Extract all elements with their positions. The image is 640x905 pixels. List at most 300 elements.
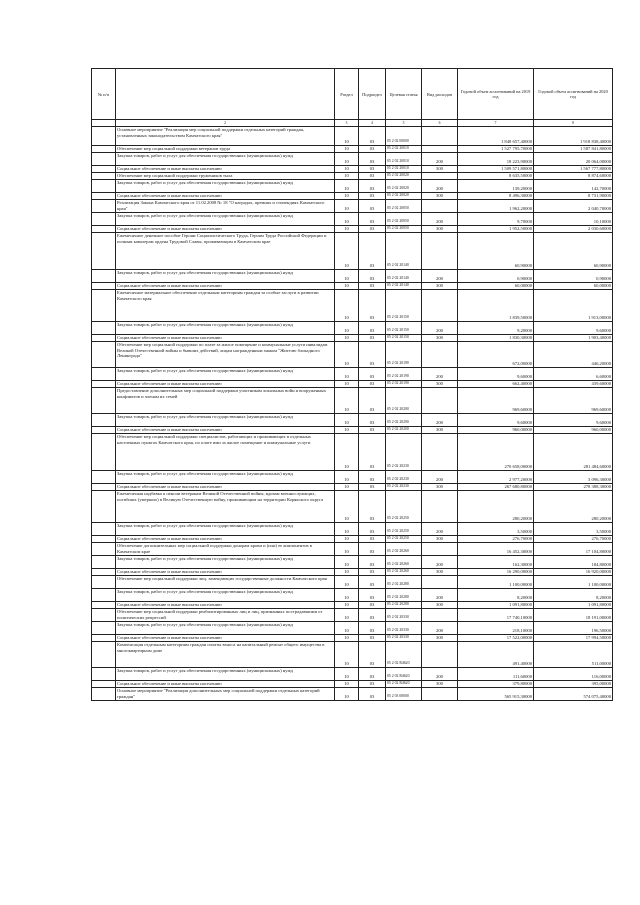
row-razdel: 10 bbox=[335, 434, 359, 471]
row-number bbox=[92, 434, 116, 471]
row-amount-2019: 1 509 571,80000 bbox=[458, 166, 534, 173]
row-amount-2020: 969,60000 bbox=[534, 388, 613, 414]
row-name: Закупка товаров, работ и услуг для обеспечения государственных (муниципальных) нужд bbox=[116, 556, 335, 569]
row-name: Социальное обеспечение и иные выплаты населению bbox=[116, 226, 335, 233]
row-amount-2019: 3,50000 bbox=[458, 523, 534, 536]
row-amount-2019: 960,00000 bbox=[458, 427, 534, 434]
row-razdel: 10 bbox=[335, 166, 359, 173]
row-name: Обеспечение мер социальной поддержки по плате за жилое помещение и коммунальные услуги инвалидам Великой Отечественной войны и бывших действий, лицам награжденным знаком "Жителю блокадного Ленинграда" bbox=[116, 342, 335, 368]
row-number bbox=[92, 193, 116, 200]
row-amount-2019: 9,70000 bbox=[458, 213, 534, 226]
row-amount-2019: 218,10000 bbox=[458, 622, 534, 635]
row-expense-type: 300 bbox=[422, 166, 458, 173]
row-amount-2020: 574 075,40000 bbox=[534, 688, 613, 701]
row-amount-2020: 1 903,40000 bbox=[534, 335, 613, 342]
row-podrazdel: 03 bbox=[359, 180, 386, 193]
table-row bbox=[92, 668, 613, 681]
row-amount-2019: 1 100,00000 bbox=[458, 576, 534, 589]
row-podrazdel: 03 bbox=[359, 609, 386, 622]
row-razdel: 10 bbox=[335, 427, 359, 434]
row-razdel: 10 bbox=[335, 226, 359, 233]
row-razdel: 10 bbox=[335, 609, 359, 622]
header-name bbox=[116, 69, 335, 120]
row-number bbox=[92, 427, 116, 434]
row-expense-type bbox=[422, 290, 458, 322]
row-name: Социальное обеспечение и иные выплаты населению bbox=[116, 536, 335, 543]
row-number bbox=[92, 609, 116, 622]
row-name: Реализация Закона Камчатского края от 11.02.2008 № 18 "О наградах, премиях и стипендиях Камчатского края" bbox=[116, 200, 335, 213]
row-razdel: 10 bbox=[335, 681, 359, 688]
row-target-article: 05 2 02 00000 bbox=[386, 127, 422, 146]
row-amount-2019: 565 915,30000 bbox=[458, 688, 534, 701]
row-target-article: 05 2 02 20280 bbox=[386, 602, 422, 609]
row-target-article: 05 2 02 R4620 bbox=[386, 668, 422, 681]
row-target-article: 05 2 02 20250 bbox=[386, 523, 422, 536]
row-amount-2020: 3 096,30000 bbox=[534, 471, 613, 484]
table-row bbox=[92, 543, 613, 556]
row-target-article: 05 2 02 20190 bbox=[386, 381, 422, 388]
row-target-article: 05 2 02 20260 bbox=[386, 543, 422, 556]
row-amount-2020: 60,90000 bbox=[534, 233, 613, 270]
row-razdel: 10 bbox=[335, 635, 359, 642]
row-podrazdel: 03 bbox=[359, 635, 386, 642]
row-razdel: 10 bbox=[335, 193, 359, 200]
row-name: Закупка товаров, работ и услуг для обеспечения государственных (муниципальных) нужд bbox=[116, 471, 335, 484]
table-row bbox=[92, 602, 613, 609]
row-number bbox=[92, 127, 116, 146]
row-name: Закупка товаров, работ и услуг для обеспечения государственных (муниципальных) нужд bbox=[116, 622, 335, 635]
row-amount-2020: 2 030,60000 bbox=[534, 226, 613, 233]
table-row bbox=[92, 193, 613, 200]
row-razdel: 10 bbox=[335, 381, 359, 388]
row-target-article: 05 2 02 20230 bbox=[386, 471, 422, 484]
row-amount-2019: 969,60000 bbox=[458, 388, 534, 414]
row-podrazdel: 03 bbox=[359, 322, 386, 335]
row-name: Закупка товаров, работ и услуг для обеспечения государственных (муниципальных) нужд bbox=[116, 153, 335, 166]
row-target-article: 05 2 02 R4620 bbox=[386, 681, 422, 688]
row-razdel: 10 bbox=[335, 200, 359, 213]
row-number bbox=[92, 270, 116, 283]
row-podrazdel: 03 bbox=[359, 368, 386, 381]
table-row bbox=[92, 569, 613, 576]
row-target-article: 05 2 02 20020 bbox=[386, 173, 422, 180]
row-podrazdel: 03 bbox=[359, 226, 386, 233]
row-expense-type: 300 bbox=[422, 381, 458, 388]
header-amount-2020: Годовой объем ассигнований на 2020 год bbox=[534, 69, 613, 120]
table-row bbox=[92, 342, 613, 368]
row-amount-2020: 8,20000 bbox=[534, 589, 613, 602]
row-target-article: 05 2 02 20010 bbox=[386, 166, 422, 173]
row-target-article: 05 2 02 20280 bbox=[386, 589, 422, 602]
row-expense-type bbox=[422, 688, 458, 701]
row-amount-2019: 60,90000 bbox=[458, 233, 534, 270]
table-row bbox=[92, 556, 613, 569]
row-razdel: 10 bbox=[335, 290, 359, 322]
row-podrazdel: 03 bbox=[359, 569, 386, 576]
row-amount-2020: 395,00000 bbox=[534, 681, 613, 688]
row-number bbox=[92, 576, 116, 589]
row-number bbox=[92, 543, 116, 556]
row-target-article: 05 2 02 20260 bbox=[386, 556, 422, 569]
row-amount-2019: 379,80000 bbox=[458, 681, 534, 688]
header-razdel: Раздел bbox=[335, 69, 359, 120]
row-podrazdel: 03 bbox=[359, 668, 386, 681]
table-row bbox=[92, 576, 613, 589]
header-podrazdel: Подраздел bbox=[359, 69, 386, 120]
row-target-article: 05 2 02 20140 bbox=[386, 270, 422, 283]
row-razdel: 10 bbox=[335, 322, 359, 335]
row-amount-2019: 276,70000 bbox=[458, 536, 534, 543]
table-row bbox=[92, 484, 613, 491]
row-target-article: 05 2 02 20250 bbox=[386, 536, 422, 543]
row-podrazdel: 03 bbox=[359, 335, 386, 342]
row-amount-2019: 16 452,30000 bbox=[458, 543, 534, 556]
row-expense-type bbox=[422, 491, 458, 523]
row-amount-2020: 0,90000 bbox=[534, 270, 613, 283]
table-row bbox=[92, 368, 613, 381]
table-row bbox=[92, 635, 613, 642]
row-amount-2019: 139,20000 bbox=[458, 180, 534, 193]
row-podrazdel: 03 bbox=[359, 146, 386, 153]
row-target-article: 05 2 02 20140 bbox=[386, 233, 422, 270]
row-podrazdel: 03 bbox=[359, 589, 386, 602]
row-name: Социальное обеспечение и иные выплаты населению bbox=[116, 602, 335, 609]
row-amount-2020: 142,70000 bbox=[534, 180, 613, 193]
row-podrazdel: 03 bbox=[359, 213, 386, 226]
table-row bbox=[92, 153, 613, 166]
row-razdel: 10 bbox=[335, 536, 359, 543]
row-name: Ежемесячная надбавка к пенсии ветеранам Великой Отечественной войны, вдовам военнослужащих, погибших (умерших) в Великую Отечественную войну, проживающим на территории Корякского округа bbox=[116, 491, 335, 523]
row-expense-type: 200 bbox=[422, 556, 458, 569]
row-target-article: 05 2 02 20020 bbox=[386, 193, 422, 200]
row-amount-2019: 662,40000 bbox=[458, 381, 534, 388]
column-index: 8 bbox=[534, 120, 613, 127]
row-number bbox=[92, 290, 116, 322]
row-amount-2020: 17 104,80000 bbox=[534, 543, 613, 556]
row-amount-2019: 1 527 795,70000 bbox=[458, 146, 534, 153]
row-razdel: 10 bbox=[335, 576, 359, 589]
row-number bbox=[92, 166, 116, 173]
table-row bbox=[92, 622, 613, 635]
table-row bbox=[92, 688, 613, 701]
row-number bbox=[92, 173, 116, 180]
row-name: Закупка товаров, работ и услуг для обеспечения государственных (муниципальных) нужд bbox=[116, 180, 335, 193]
row-target-article: 05 2 02 R4620 bbox=[386, 642, 422, 668]
row-target-article: 05 2 02 20150 bbox=[386, 335, 422, 342]
row-expense-type bbox=[422, 173, 458, 180]
row-amount-2019: 672,00000 bbox=[458, 342, 534, 368]
table-row bbox=[92, 290, 613, 322]
row-podrazdel: 03 bbox=[359, 434, 386, 471]
row-podrazdel: 03 bbox=[359, 127, 386, 146]
row-expense-type: 200 bbox=[422, 589, 458, 602]
row-amount-2020: 10,10000 bbox=[534, 213, 613, 226]
row-razdel: 10 bbox=[335, 270, 359, 283]
row-razdel: 10 bbox=[335, 688, 359, 701]
row-razdel: 10 bbox=[335, 484, 359, 491]
row-expense-type: 300 bbox=[422, 569, 458, 576]
budget-table bbox=[91, 68, 613, 701]
column-index: 5 bbox=[386, 120, 422, 127]
row-amount-2020: 8 874,60000 bbox=[534, 173, 613, 180]
row-number bbox=[92, 322, 116, 335]
row-number bbox=[92, 180, 116, 193]
column-index: 4 bbox=[359, 120, 386, 127]
row-name: Обеспечение мер социальной поддержки ветеранов труда bbox=[116, 146, 335, 153]
row-amount-2019: 60,00000 bbox=[458, 283, 534, 290]
row-target-article: 05 2 02 20250 bbox=[386, 491, 422, 523]
row-target-article: 05 2 02 20150 bbox=[386, 322, 422, 335]
row-podrazdel: 03 bbox=[359, 491, 386, 523]
row-amount-2020: 6,60000 bbox=[534, 368, 613, 381]
row-expense-type: 300 bbox=[422, 484, 458, 491]
table-row bbox=[92, 322, 613, 335]
row-expense-type bbox=[422, 388, 458, 414]
row-razdel: 10 bbox=[335, 569, 359, 576]
row-amount-2019: 1 962,20000 bbox=[458, 200, 534, 213]
table-row bbox=[92, 200, 613, 213]
row-podrazdel: 03 bbox=[359, 681, 386, 688]
row-razdel: 10 bbox=[335, 153, 359, 166]
table-row bbox=[92, 270, 613, 283]
row-amount-2020: 281 484,60000 bbox=[534, 434, 613, 471]
row-target-article: 05 2 02 20190 bbox=[386, 368, 422, 381]
row-razdel: 10 bbox=[335, 523, 359, 536]
row-name: Закупка товаров, работ и услуг для обеспечения государственных (муниципальных) нужд bbox=[116, 523, 335, 536]
row-number bbox=[92, 688, 116, 701]
row-number bbox=[92, 233, 116, 270]
row-podrazdel: 03 bbox=[359, 233, 386, 270]
row-amount-2020: 3,50000 bbox=[534, 523, 613, 536]
row-podrazdel: 03 bbox=[359, 543, 386, 556]
row-target-article: 05 2 02 20330 bbox=[386, 635, 422, 642]
column-index: 2 bbox=[116, 120, 335, 127]
row-expense-type: 200 bbox=[422, 414, 458, 427]
row-number bbox=[92, 146, 116, 153]
row-number bbox=[92, 283, 116, 290]
row-amount-2019: 1 848 657,40000 bbox=[458, 127, 534, 146]
row-expense-type: 200 bbox=[422, 368, 458, 381]
row-amount-2020: 20 064,00000 bbox=[534, 153, 613, 166]
row-target-article: 05 2 02 20230 bbox=[386, 434, 422, 471]
table-row bbox=[92, 213, 613, 226]
row-podrazdel: 03 bbox=[359, 381, 386, 388]
table-row bbox=[92, 471, 613, 484]
table-row bbox=[92, 536, 613, 543]
row-name: Предоставление дополнительных мер социальной поддержки участникам локальных войн и вооруженных конфликтов и членам их семей bbox=[116, 388, 335, 414]
row-amount-2019: 162,30000 bbox=[458, 556, 534, 569]
table-row bbox=[92, 381, 613, 388]
column-index bbox=[92, 120, 116, 127]
row-expense-type: 300 bbox=[422, 283, 458, 290]
row-target-article: 05 2 02 20010 bbox=[386, 153, 422, 166]
row-podrazdel: 03 bbox=[359, 484, 386, 491]
row-expense-type: 300 bbox=[422, 335, 458, 342]
row-amount-2020: 439,60000 bbox=[534, 381, 613, 388]
row-amount-2020: 60,00000 bbox=[534, 283, 613, 290]
row-amount-2020: 18 191,00000 bbox=[534, 609, 613, 622]
row-expense-type: 200 bbox=[422, 270, 458, 283]
row-expense-type bbox=[422, 146, 458, 153]
row-podrazdel: 03 bbox=[359, 688, 386, 701]
row-expense-type: 200 bbox=[422, 213, 458, 226]
row-podrazdel: 03 bbox=[359, 471, 386, 484]
table-row bbox=[92, 642, 613, 668]
row-number bbox=[92, 589, 116, 602]
row-amount-2019: 9,60000 bbox=[458, 414, 534, 427]
row-expense-type bbox=[422, 642, 458, 668]
row-razdel: 10 bbox=[335, 622, 359, 635]
row-podrazdel: 03 bbox=[359, 200, 386, 213]
row-razdel: 10 bbox=[335, 556, 359, 569]
row-expense-type: 300 bbox=[422, 226, 458, 233]
column-index: 3 bbox=[335, 120, 359, 127]
row-number bbox=[92, 635, 116, 642]
row-name: Социальное обеспечение и иные выплаты населению bbox=[116, 681, 335, 688]
table-row bbox=[92, 388, 613, 414]
table-row bbox=[92, 173, 613, 180]
row-name: Основное мероприятие "Реализация дополнительных мер социальной поддержки отдельных категорий граждан" bbox=[116, 688, 335, 701]
row-amount-2020: 9,60000 bbox=[534, 414, 613, 427]
row-name: Социальное обеспечение и иные выплаты населению bbox=[116, 635, 335, 642]
header-expense-type: Вид расходов bbox=[422, 69, 458, 120]
row-number bbox=[92, 622, 116, 635]
row-podrazdel: 03 bbox=[359, 388, 386, 414]
row-podrazdel: 03 bbox=[359, 270, 386, 283]
row-target-article: 05 2 02 20150 bbox=[386, 290, 422, 322]
row-name: Социальное обеспечение и иные выплаты населению bbox=[116, 569, 335, 576]
row-expense-type: 200 bbox=[422, 668, 458, 681]
row-podrazdel: 03 bbox=[359, 576, 386, 589]
row-razdel: 10 bbox=[335, 146, 359, 153]
row-expense-type: 300 bbox=[422, 602, 458, 609]
row-razdel: 10 bbox=[335, 491, 359, 523]
row-expense-type: 200 bbox=[422, 523, 458, 536]
row-number bbox=[92, 381, 116, 388]
row-razdel: 10 bbox=[335, 233, 359, 270]
row-name: Социальное обеспечение и иные выплаты населению bbox=[116, 166, 335, 173]
row-expense-type: 300 bbox=[422, 427, 458, 434]
header-number: № п/п bbox=[92, 69, 116, 120]
row-amount-2019: 1 952,50000 bbox=[458, 226, 534, 233]
row-number bbox=[92, 668, 116, 681]
row-expense-type: 300 bbox=[422, 193, 458, 200]
row-amount-2019: 9,60000 bbox=[458, 368, 534, 381]
row-razdel: 10 bbox=[335, 335, 359, 342]
row-target-article: 05 2 02 20330 bbox=[386, 609, 422, 622]
row-amount-2019: 8,20000 bbox=[458, 589, 534, 602]
row-expense-type: 200 bbox=[422, 622, 458, 635]
row-amount-2019: 0,90000 bbox=[458, 270, 534, 283]
row-target-article: 05 2 02 20010 bbox=[386, 146, 422, 153]
row-podrazdel: 03 bbox=[359, 153, 386, 166]
row-number bbox=[92, 200, 116, 213]
row-amount-2019: 1 839,50000 bbox=[458, 290, 534, 322]
row-expense-type: 200 bbox=[422, 471, 458, 484]
row-amount-2020: 280,20000 bbox=[534, 491, 613, 523]
row-amount-2020: 1 587 841,80000 bbox=[534, 146, 613, 153]
row-razdel: 10 bbox=[335, 668, 359, 681]
row-expense-type bbox=[422, 434, 458, 471]
row-name: Обеспечение мер социальной поддержки реабилитированных лиц и лиц, признанных пострадавшими от политических репрессий bbox=[116, 609, 335, 622]
row-razdel: 10 bbox=[335, 180, 359, 193]
row-podrazdel: 03 bbox=[359, 556, 386, 569]
row-amount-2019: 111,60000 bbox=[458, 668, 534, 681]
table-row bbox=[92, 609, 613, 622]
row-number bbox=[92, 523, 116, 536]
row-podrazdel: 03 bbox=[359, 523, 386, 536]
row-amount-2020: 1 091,80000 bbox=[534, 602, 613, 609]
row-amount-2019: 2 977,20000 bbox=[458, 471, 534, 484]
row-target-article: 05 2 02 20200 bbox=[386, 414, 422, 427]
row-name: Социальное обеспечение и иные выплаты населению bbox=[116, 381, 335, 388]
row-name: Обеспечение мер социальной поддержки тружеников тыла bbox=[116, 173, 335, 180]
row-expense-type bbox=[422, 200, 458, 213]
row-name: Закупка товаров, работ и услуг для обеспечения государственных (муниципальных) нужд bbox=[116, 322, 335, 335]
row-target-article: 05 2 02 20330 bbox=[386, 622, 422, 635]
row-expense-type: 300 bbox=[422, 681, 458, 688]
row-amount-2020: 1 913,00000 bbox=[534, 290, 613, 322]
table-row bbox=[92, 166, 613, 173]
row-podrazdel: 03 bbox=[359, 166, 386, 173]
row-podrazdel: 03 bbox=[359, 602, 386, 609]
row-name: Обеспечение дополнительных мер социальной поддержки донорам крови и (или) ее компонентов в Камчатском крае bbox=[116, 543, 335, 556]
row-amount-2019: 16 290,00000 bbox=[458, 569, 534, 576]
row-number bbox=[92, 213, 116, 226]
table-row bbox=[92, 523, 613, 536]
row-amount-2020: 17 994,50000 bbox=[534, 635, 613, 642]
row-target-article: 05 2 02 20230 bbox=[386, 484, 422, 491]
row-amount-2020: 960,00000 bbox=[534, 427, 613, 434]
row-podrazdel: 03 bbox=[359, 536, 386, 543]
row-target-article: 05 2 02 20020 bbox=[386, 180, 422, 193]
row-number bbox=[92, 335, 116, 342]
row-number bbox=[92, 484, 116, 491]
row-target-article: 05 2 02 20280 bbox=[386, 576, 422, 589]
row-razdel: 10 bbox=[335, 388, 359, 414]
row-name: Обеспечение мер социальной поддержки лиц, замещающих государственные должности Камчатского края bbox=[116, 576, 335, 589]
row-podrazdel: 03 bbox=[359, 173, 386, 180]
row-number bbox=[92, 342, 116, 368]
row-expense-type: 300 bbox=[422, 635, 458, 642]
budget-table-sheet bbox=[91, 68, 612, 876]
row-razdel: 10 bbox=[335, 589, 359, 602]
table-row bbox=[92, 226, 613, 233]
row-amount-2020: 9,60000 bbox=[534, 322, 613, 335]
row-amount-2020: 16 920,00000 bbox=[534, 569, 613, 576]
row-expense-type bbox=[422, 233, 458, 270]
table-row bbox=[92, 491, 613, 523]
row-podrazdel: 03 bbox=[359, 193, 386, 200]
table-row bbox=[92, 434, 613, 471]
row-name: Обеспечение мер социальной поддержки специалистов, работающих и проживающих в отдельных населенных пунктах Камчатского края, по плате ими за жилое помещение и коммунальные услуги bbox=[116, 434, 335, 471]
row-amount-2020: 8 731,90000 bbox=[534, 193, 613, 200]
row-number bbox=[92, 602, 116, 609]
row-expense-type: 300 bbox=[422, 536, 458, 543]
table-row bbox=[92, 589, 613, 602]
row-name: Ежемесячное материальное обеспечение отдельным категориям граждан за особые заслуги в развитии Камчатского края bbox=[116, 290, 335, 322]
row-amount-2020: 511,00000 bbox=[534, 642, 613, 668]
row-razdel: 10 bbox=[335, 342, 359, 368]
row-name: Социальное обеспечение и иные выплаты населению bbox=[116, 193, 335, 200]
row-name: Социальное обеспечение и иные выплаты населению bbox=[116, 484, 335, 491]
row-amount-2019: 9,20000 bbox=[458, 322, 534, 335]
row-amount-2020: 1 918 838,40000 bbox=[534, 127, 613, 146]
row-podrazdel: 03 bbox=[359, 622, 386, 635]
row-razdel: 10 bbox=[335, 283, 359, 290]
row-amount-2019: 17 522,00000 bbox=[458, 635, 534, 642]
row-number bbox=[92, 642, 116, 668]
